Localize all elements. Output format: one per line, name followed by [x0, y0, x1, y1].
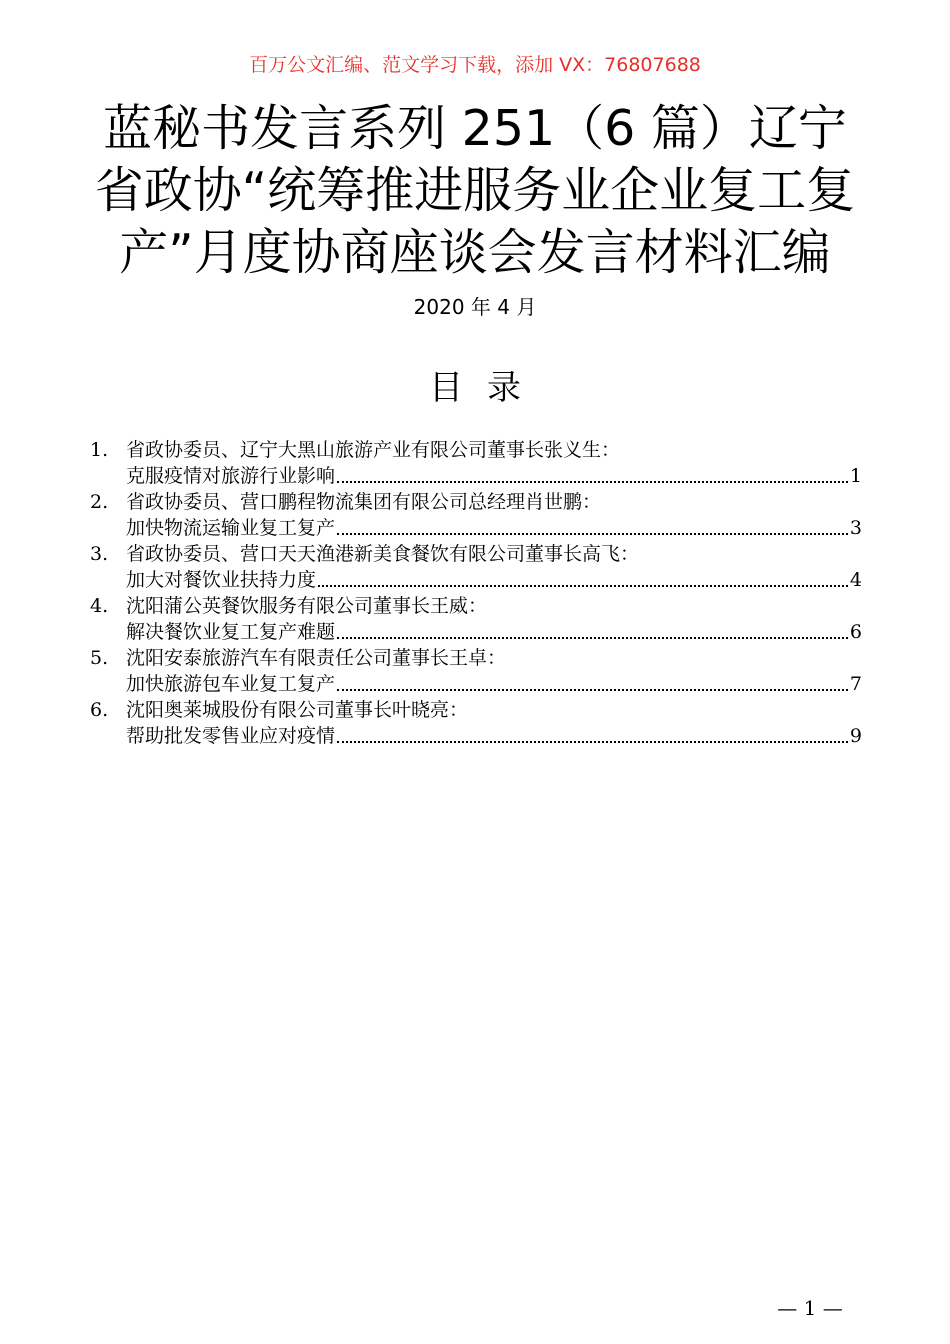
toc-item-title: 克服疫情对旅游行业影响 [126, 465, 336, 487]
toc-item-page: 9 [849, 725, 862, 747]
toc-item-page: 4 [849, 569, 862, 591]
toc-item-page: 1 [849, 465, 862, 487]
table-of-contents [90, 437, 862, 749]
toc-item-2[interactable] [90, 489, 862, 541]
page-number-footer: — 1 — [777, 1296, 843, 1320]
document-date: 2020 年 4 月 [413, 295, 537, 319]
toc-item-number: 2. [90, 491, 109, 513]
toc-item-speaker: 沈阳奥莱城股份有限公司董事长叶晓亮： [126, 699, 469, 721]
toc-item-1[interactable] [90, 437, 862, 489]
toc-item-number: 5. [90, 647, 109, 669]
toc-item-title: 加快物流运输业复工复产 [126, 517, 336, 539]
toc-item-title: 帮助批发零售业应对疫情 [126, 725, 336, 747]
toc-item-4[interactable] [90, 593, 862, 645]
toc-leader-dots [337, 481, 848, 483]
toc-item-number: 1. [90, 439, 109, 461]
toc-leader-dots [337, 741, 848, 743]
toc-leader-dots [337, 689, 848, 691]
toc-item-page: 7 [849, 673, 862, 695]
toc-item-speaker: 沈阳蒲公英餐饮服务有限公司董事长王威： [126, 595, 488, 617]
toc-leader-dots [318, 585, 848, 587]
document-title: 蓝秘书发言系列 251（6 篇）辽宁省政协“统筹推进服务业企业复工复产”月度协商座谈会发言材料汇编 [94, 100, 856, 281]
toc-item-6[interactable] [90, 697, 862, 749]
toc-item-page: 6 [849, 621, 862, 643]
toc-item-speaker: 沈阳安泰旅游汽车有限责任公司董事长王卓： [126, 647, 507, 669]
toc-item-speaker: 省政协委员、营口鹏程物流集团有限公司总经理肖世鹏： [126, 491, 602, 513]
watermark-text: 百万公文汇编、范文学习下载，添加 VX：76807688 [249, 54, 701, 76]
toc-item-title: 加大对餐饮业扶持力度 [126, 569, 317, 591]
toc-item-page: 3 [849, 517, 862, 539]
toc-item-title: 加快旅游包车业复工复产 [126, 673, 336, 695]
toc-item-title: 解决餐饮业复工复产难题 [126, 621, 336, 643]
toc-leader-dots [337, 533, 848, 535]
toc-leader-dots [337, 637, 848, 639]
toc-item-speaker: 省政协委员、营口天天渔港新美食餐饮有限公司董事长高飞： [126, 543, 640, 565]
toc-heading: 目录 [429, 368, 545, 408]
toc-item-5[interactable] [90, 645, 862, 697]
toc-item-number: 4. [90, 595, 109, 617]
toc-item-number: 3. [90, 543, 109, 565]
toc-item-3[interactable] [90, 541, 862, 593]
toc-item-number: 6. [90, 699, 109, 721]
toc-item-speaker: 省政协委员、辽宁大黑山旅游产业有限公司董事长张义生： [126, 439, 621, 461]
